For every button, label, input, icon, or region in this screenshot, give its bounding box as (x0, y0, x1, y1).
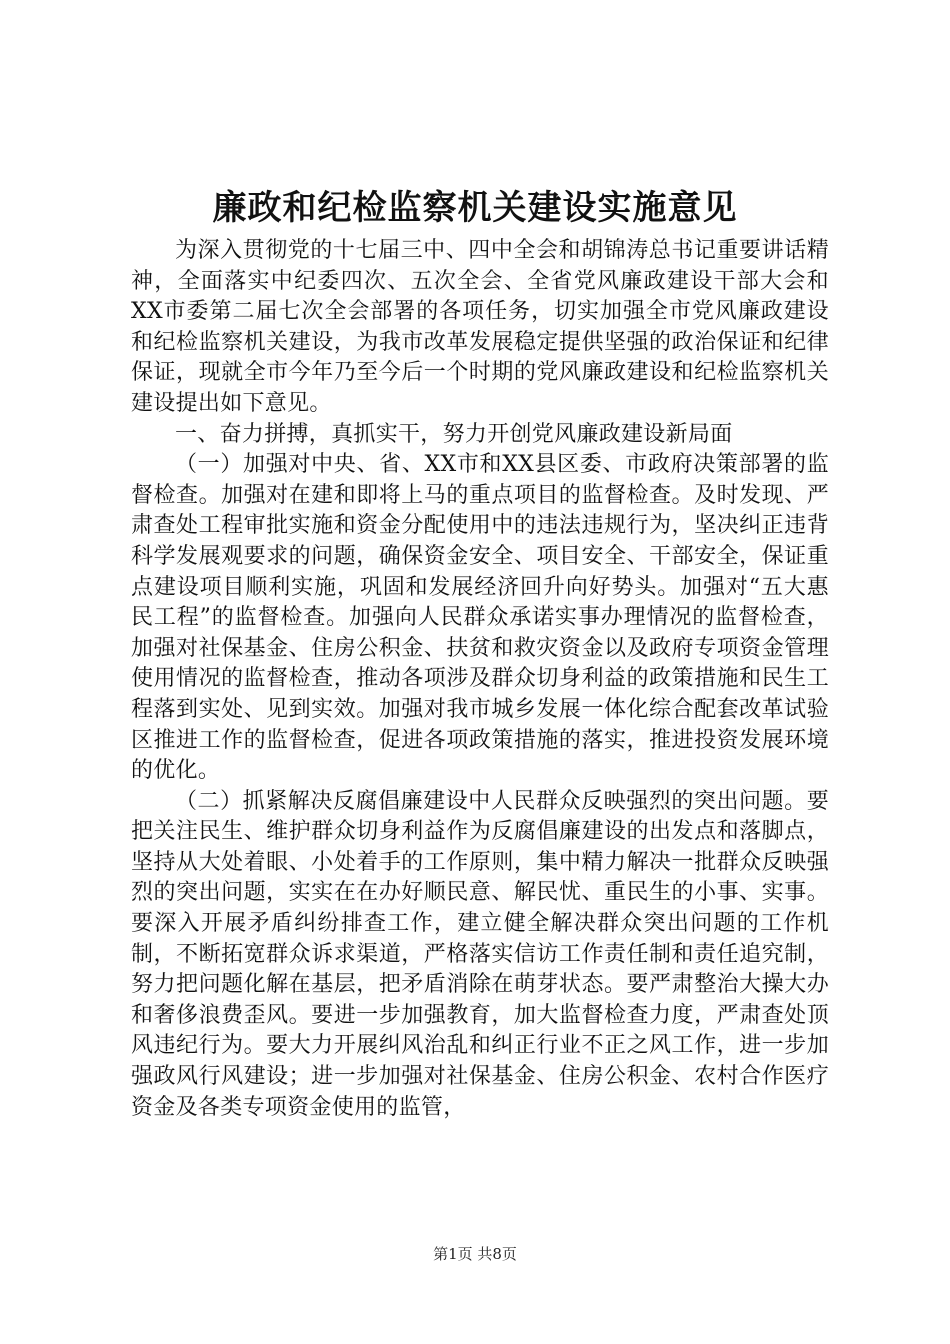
item-two-paragraph: （二）抓紧解决反腐倡廉建设中人民群众反映强烈的突出问题。要把关注民生、维护群众切身利益作为反腐倡廉建设的出发点和落脚点，坚持从大处着眼、小处着手的工作原则，集中精力解决一批群众反映强烈的突出问题，实实在在办好顺民意、解民忧、重民生的小事、实事。要深入开展矛盾纠纷排查工作，建立健全解决群众突出问题的工作机制，不断拓宽群众诉求渠道，严格落实信访工作责任制和责任追究制，努力把问题化解在基层，把矛盾消除在萌芽状态。要严肃整治大操大办和奢侈浪费歪风。要进一步加强教育，加大监督检查力度，严肃查处顶风违纪行为。要大力开展纠风治乱和纠正行业不正之风工作，进一步加强政风行风建设；进一步加强对社保基金、住房公积金、农村合作医疗资金及各类专项资金使用的监管， (131, 788, 829, 1120)
intro-paragraph: 为深入贯彻党的十七届三中、四中全会和胡锦涛总书记重要讲话精神，全面落实中纪委四次、五次全会、全省党风廉政建设干部大会和XX市委第二届七次全会部署的各项任务，切实加强全市党风廉政建设和纪检监察机关建设，为我市改革发展稳定提供坚强的政治保证和纪律保证，现就全市今年乃至今后一个时期的党风廉政建设和纪检监察机关建设提出如下意见。 (131, 238, 829, 416)
item-one-paragraph: （一）加强对中央、省、XX市和XX县区委、市政府决策部署的监督检查。加强对在建和即将上马的重点项目的监督检查。及时发现、严肃查处工程审批实施和资金分配使用中的违法违规行为，坚决纠正违背科学发展观要求的问题，确保资金安全、项目安全、干部安全，保证重点建设项目顺利实施，巩固和发展经济回升向好势头。加强对“五大惠民工程”的监督检查。加强向人民群众承诺实事办理情况的监督检查，加强对社保基金、住房公积金、扶贫和救灾资金以及政府专项资金管理使用情况的监督检查，推动各项涉及群众切身利益的政策措施和民生工程落到实处、见到实效。加强对我市城乡发展一体化综合配套改革试验区推进工作的监督检查，促进各项政策措施的落实，推进投资发展环境的优化。 (131, 452, 829, 784)
document-body (131, 236, 829, 1123)
document-title: 廉政和纪检监察机关建设实施意见 (212, 188, 738, 228)
section-heading: 一、奋力拼搏，真抓实干，努力开创党风廉政建设新局面 (175, 421, 733, 447)
page-footer: 第1页 共8页 (433, 1245, 517, 1263)
